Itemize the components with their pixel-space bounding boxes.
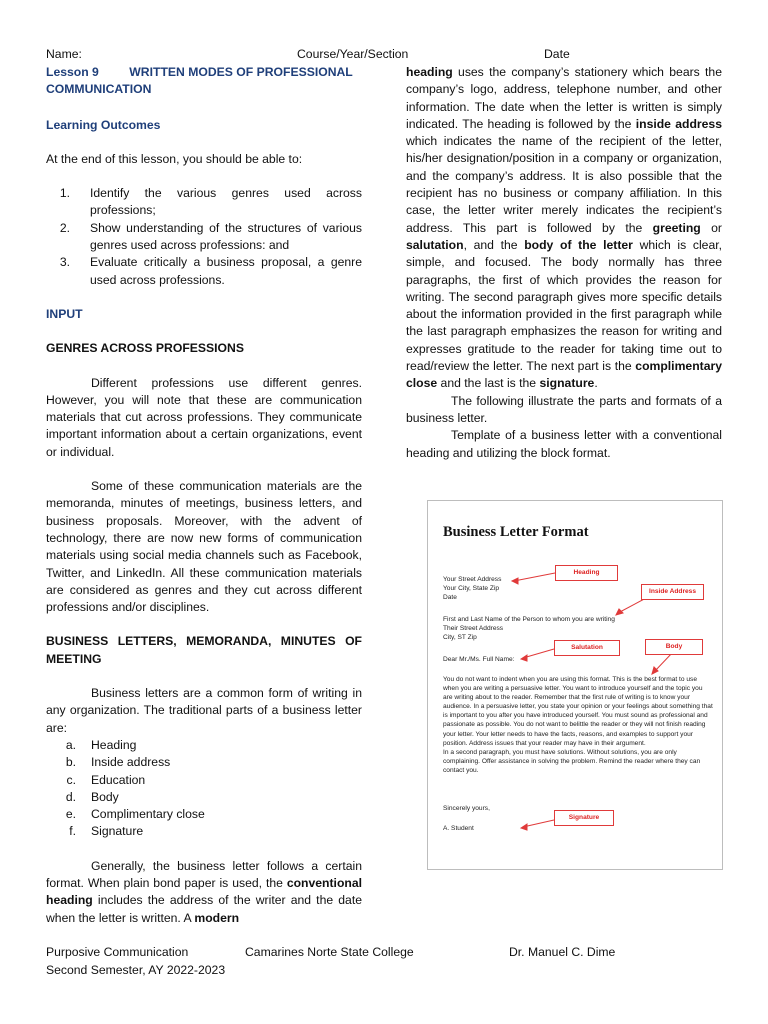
footer-instructor: Dr. Manuel C. Dime (509, 945, 616, 959)
body-paragraph: You do not want to indent when you are using this format. This is the best format to use when you are writing a persuasive letter. You want to introduce yourself and the topic you are writing about to the reader. Remember that the first rule of writing is to know your audience. In a persuasive letter, you state your opinion or your feelings about something that is important to you after you have introduced yourself. You must sound as professional and passionate as possible. You do not want to belittle the reader or they will not finish reading your letter. Your letter needs to have the facts, reasons, and examples to support your position. Address issues that your reader may have in their argument. (443, 676, 713, 747)
name-label: Name: (46, 47, 82, 61)
salutation-arrowhead (521, 655, 527, 661)
list-item: b. Inside address (65, 755, 171, 770)
inside-address-label: Inside Address (641, 584, 704, 600)
course-label: Course/Year/Section (297, 47, 409, 61)
greeting-line: Dear Mr./Ms. Full Name: (443, 656, 515, 663)
signature-label: Signature (554, 810, 614, 826)
inside-address-arrowhead (616, 609, 623, 615)
paragraph: Business letters are a common form of writing in any organization. The traditional parts of a business letter are: (46, 686, 362, 735)
right-column (406, 64, 722, 462)
recipient-line: Their Street Address (443, 625, 504, 632)
paragraph: Generally, the business letter follows a certain format. When plain bond paper is used, the conventional heading includes the address of the writer and the date when the letter is written. A modern (46, 858, 362, 925)
body-paragraph: In a second paragraph, you must have solutions. Without solutions, you are only complaining. Offer assistance in solving the problem. Remind the reader where they can contact you. (443, 749, 701, 775)
paragraph: Template of a business letter with a conventional heading and utilizing the block format. (406, 428, 722, 460)
sender-address-line: Your City, State Zip (443, 585, 500, 592)
recipient-line: City, ST Zip (443, 634, 477, 641)
paragraph: The following illustrate the parts and formats of a business letter. (406, 393, 722, 425)
input-heading: INPUT (46, 306, 83, 321)
paragraph: Some of these communication materials are the memoranda, minutes of meetings, business letters, and business proposals. Moreover, with the advent of technology, there are now new forms of communication materials using social media channels such as Facebook, Twitter, and LinkedIn. All these communication materials are considered as genres and they cut across different professions and/or disciplines. (46, 479, 362, 615)
signature-arrowhead (521, 824, 527, 830)
paragraph: Different professions use different genres. However, you will note that these are communication materials that cut across professions. They communicate important information about a certain organizations, event or individual. (46, 375, 362, 459)
salutation-label: Salutation (554, 640, 620, 656)
heading-arrow (514, 573, 555, 581)
learning-outcomes-heading: Learning Outcomes (46, 117, 161, 132)
closing-line: Sincerely yours, (443, 805, 490, 812)
left-column (46, 64, 362, 927)
sender-address-line: Your Street Address (443, 576, 502, 583)
signer-line: A. Student (443, 825, 474, 832)
list-item: e. Complimentary close (65, 807, 205, 822)
heading-label: Heading (555, 565, 618, 581)
heading-arrowhead (512, 578, 518, 584)
footer-course: Purposive Communication (46, 945, 189, 959)
recipient-line: First and Last Name of the Person to whom you are writing (443, 616, 615, 623)
figure-title: Business Letter Format (443, 524, 589, 540)
salutation-arrow (523, 649, 554, 658)
list-item: a. Heading (65, 737, 137, 752)
outcomes-intro: At the end of this lesson, you should be able to: (46, 151, 303, 166)
business-letters-heading: BUSINESS LETTERS, MEMORANDA, MINUTES OF MEETING (46, 634, 362, 666)
signature-arrow (523, 820, 554, 827)
footer-semester: Second Semester, AY 2022-2023 (46, 963, 226, 977)
list-item: c. Education (66, 772, 146, 787)
list-item: 3. Evaluate critically a business proposal, a genre used across professions. (59, 255, 362, 287)
list-item: f. Signature (69, 824, 144, 839)
sender-address-line: Date (443, 594, 457, 601)
lesson-title: Lesson 9 WRITTEN MODES OF PROFESSIONAL (46, 65, 353, 79)
footer-school: Camarines Norte State College (245, 945, 414, 959)
list-item: 2. Show understanding of the structures of various genres used across professions: and (59, 220, 362, 253)
list-item: d. Body (65, 789, 119, 804)
parts-list (46, 737, 362, 841)
genres-heading: GENRES ACROSS PROFESSIONS (46, 341, 244, 356)
outcomes-list (46, 185, 362, 289)
paragraph: heading uses the company’s stationery which bears the company’s logo, address, telephone number, and other information. The date when the letter is written is simply indicated. The heading is followed by the inside address which indicates the name of the recipient of the letter, his/her designation/position in a company or organization, and the company’s address. It is also possible that the recipient has no business or company affiliation. In this case, the letter writer merely indicates the recipient’s address. This part is followed by the greeting or salutation, and the body of the letter which is clear, simple, and focused. The body normally has three paragraphs, the first of which provides the reason for writing. The second paragraph gives more specific details about the information provided in the first paragraph while the last paragraph emphasizes the reason for writing and expresses gratitude to the reader for taking time out to read/review the letter. The next part is the complimentary close and the last is the signature. (406, 65, 723, 391)
date-label: Date (544, 47, 570, 61)
business-letter-figure (427, 500, 723, 870)
body-arrow (654, 652, 673, 672)
body-label: Body (645, 639, 703, 655)
lesson-title-cont: COMMUNICATION (46, 82, 152, 97)
list-item: 1. Identify the various genres used across professions; (59, 186, 362, 218)
